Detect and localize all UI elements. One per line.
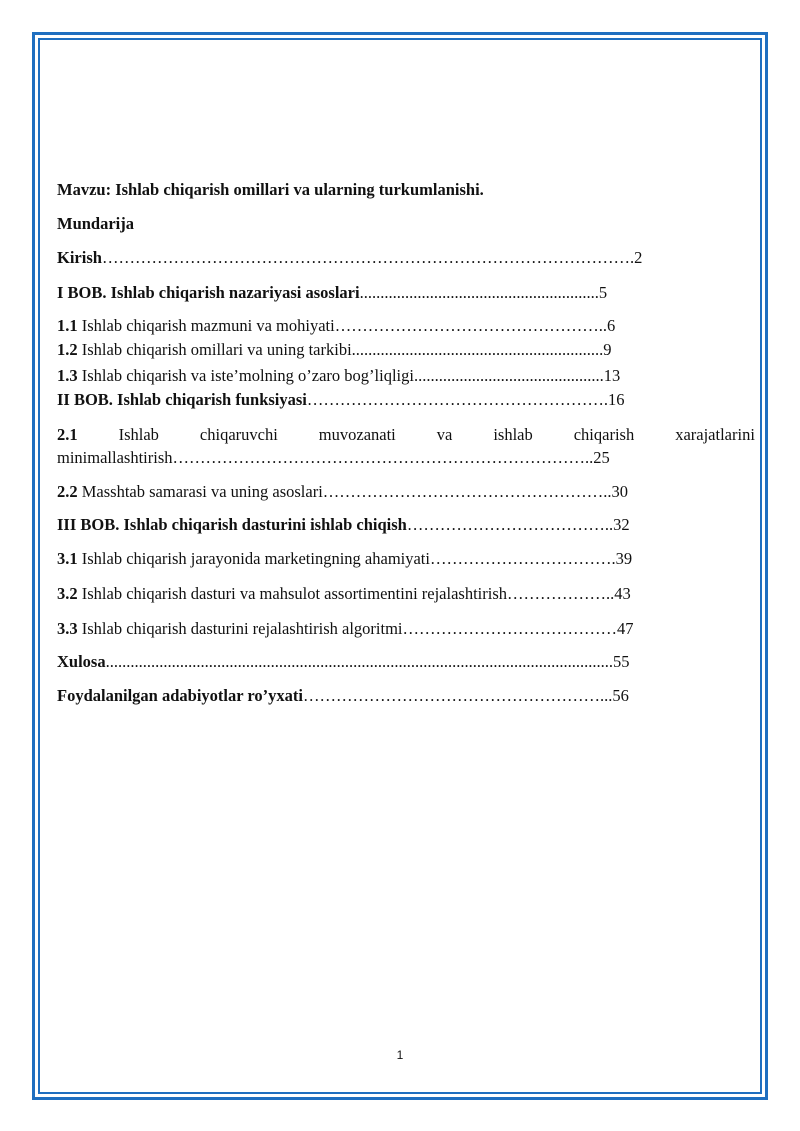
toc-leader: .............................................. (413, 366, 604, 385)
toc-title: Ishlab chiqarish dasturi va mahsulot assortimentini rejalashtirish (77, 584, 507, 603)
toc-title: Ishlab chiqarish omillari va uning tarkibi (77, 340, 352, 359)
toc-page: 16 (608, 390, 625, 409)
toc-page: 39 (615, 549, 633, 568)
toc-entry-chapter-3[interactable] (57, 515, 630, 535)
toc-title: III BOB. Ishlab chiqarish dasturini ishlab chiqish (57, 515, 407, 534)
toc-entry-3-2[interactable] (57, 584, 631, 604)
toc-entry-1-2[interactable] (57, 340, 612, 360)
toc-title-word: chiqaruvchi (199, 425, 278, 444)
toc-entry-3-1[interactable] (57, 549, 632, 569)
toc-num: 3.1 (57, 549, 78, 568)
toc-entry-kirish[interactable] (57, 248, 642, 268)
toc-entry-2-1-continued[interactable] (57, 448, 610, 468)
toc-title-word: xarajatlarini (675, 425, 755, 444)
toc-title: Ishlab chiqarish dasturini rejalashtirish algoritmi (77, 619, 403, 638)
toc-entry-references[interactable] (57, 686, 629, 706)
toc-entry-2-2[interactable] (57, 482, 628, 502)
toc-entry-2-1[interactable] (57, 425, 755, 445)
toc-title: Ishlab chiqarish va iste’molning o’zaro bog’liqligi (77, 366, 414, 385)
toc-leader: ........................................................................................................................... (105, 652, 613, 671)
toc-title: Ishlab chiqarish mazmuni va mohiyati (77, 316, 335, 335)
toc-title: Foydalanilgan adabiyotlar ro’yxati (57, 686, 304, 705)
toc-num: 2.1 (57, 425, 78, 444)
toc-num: 1.1 (57, 316, 78, 335)
toc-page: 13 (603, 366, 621, 385)
toc-leader: .......................................................... (359, 283, 599, 302)
toc-page: 25 (593, 448, 610, 467)
toc-entry-chapter-2[interactable] (57, 390, 625, 410)
page-number: 1 (396, 1048, 404, 1062)
toc-num: 1.2 (57, 340, 78, 359)
toc-page: 55 (612, 652, 630, 671)
toc-title: Ishlab chiqarish jarayonida marketingning ahamiyati (77, 549, 430, 568)
toc-num: 3.3 (57, 619, 78, 638)
toc-entry-xulosa[interactable] (57, 652, 629, 672)
toc-page: 43 (614, 584, 631, 603)
toc-leader: ……………….. (507, 584, 615, 603)
toc-num: 3.2 (57, 584, 78, 603)
toc-leader: ………………………………………….. (334, 316, 607, 335)
toc-entry-1-3[interactable] (57, 366, 620, 386)
toc-title: II BOB. Ishlab chiqarish funksiyasi (57, 390, 307, 409)
toc-page: 56 (612, 686, 629, 705)
toc-title: I BOB. Ishlab chiqarish nazariyasi asoslari (57, 283, 360, 302)
toc-title-word: Ishlab (118, 425, 159, 444)
toc-title: Masshtab samarasi va uning asoslari (77, 482, 323, 501)
toc-num: 2.2 (57, 482, 78, 501)
toc-title-word: ishlab (493, 425, 533, 444)
toc-num: 1.3 (57, 366, 78, 385)
toc-page: 47 (617, 619, 634, 638)
contents-heading: Mundarija (57, 214, 135, 233)
toc-entry-3-3[interactable] (57, 619, 634, 639)
toc-leader: …………………………………………….. (322, 482, 612, 501)
toc-page: 32 (613, 515, 630, 534)
toc-leader: ………………………………………………………………….. (172, 448, 594, 467)
toc-title-word: va (436, 425, 453, 444)
toc-leader: ………………………………………………... (303, 686, 613, 705)
toc-page: 9 (603, 340, 612, 359)
toc-entry-1-1[interactable] (57, 316, 615, 336)
toc-leader: ............................................................. (351, 340, 604, 359)
toc-leader: ……………………………………………………………………………………. (101, 248, 635, 267)
toc-page: 5 (598, 283, 608, 302)
toc-title: minimallashtirish (57, 448, 173, 467)
toc-leader: ………………………………… (402, 619, 618, 638)
toc-title-word: chiqarish (573, 425, 635, 444)
toc-entry-chapter-1[interactable] (57, 283, 607, 303)
toc-leader: ……………………………….. (406, 515, 614, 534)
toc-page: 30 (611, 482, 629, 501)
toc-leader: ………………………………………………. (306, 390, 609, 409)
toc-leader: ……………………………. (429, 549, 616, 568)
toc-title: Kirish (57, 248, 102, 267)
toc-page: 6 (606, 316, 616, 335)
topic-title: Mavzu: Ishlab chiqarish omillari va ularning turkumlanishi. (57, 180, 484, 199)
toc-title-word: muvozanati (318, 425, 396, 444)
toc-page: 2 (634, 248, 643, 267)
toc-title: Xulosa (57, 652, 106, 671)
